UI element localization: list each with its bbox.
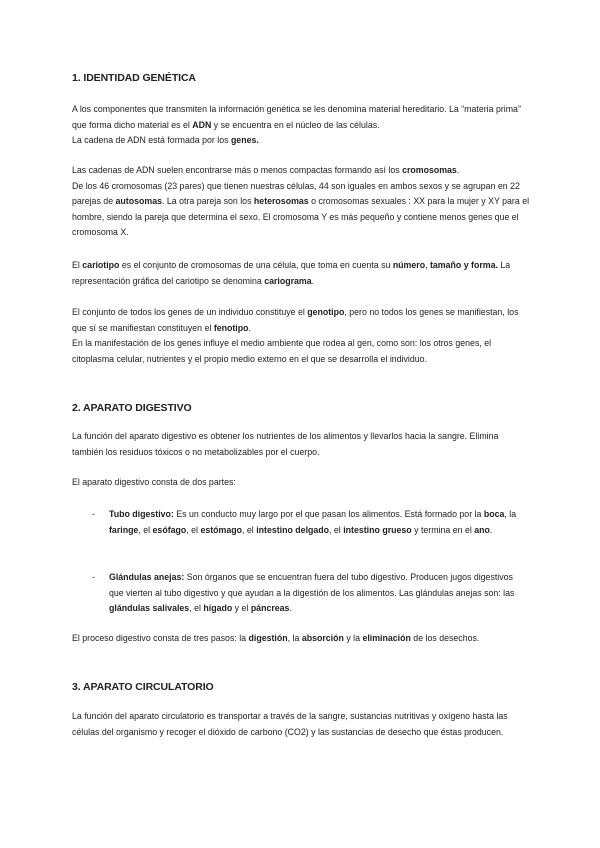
bold-term: intestino grueso xyxy=(343,524,412,535)
bold-term: fenotipo xyxy=(213,322,249,333)
paragraph: El aparato digestivo consta de dos partes: xyxy=(72,477,236,487)
bold-term: estómago xyxy=(200,524,243,535)
bold-term: Glándulas anejas: xyxy=(109,572,185,582)
list-item xyxy=(92,507,530,538)
bold-term: número xyxy=(392,260,426,270)
paragraph: Las cadenas de ADN suelen encontrarse más o menos compactas formando así los cromosomas. De los 46 cromosomas (23 pares) que tienen nuestras células, 44 son iguales en ambos sexos y se agrupan en 22 parejas de autosomas. La otra pareja son los heterosomas o cromosomas sexuales : XX para la mujer y XY para el hombre, siendo la pareja que determina el sexo. El cromosoma Y es más pequeño y contiene menos genes que el cromosoma X. xyxy=(72,165,530,238)
bold-term: cariograma xyxy=(264,275,312,286)
bold-term: heterosomas xyxy=(253,196,309,207)
list-dash: - xyxy=(92,509,95,519)
bold-term: genes. xyxy=(230,135,259,146)
bold-term: absorción xyxy=(301,633,344,643)
bold-term: páncreas xyxy=(250,603,290,614)
bold-term: autosomas xyxy=(115,196,162,207)
bold-term: intestino delgado xyxy=(256,524,330,535)
list-item-text: Tubo digestivo: Es un conducto muy largo por el que pasan los alimentos. Está formado por la boca, la faringe, el esófago, el estómago, el intestino delgado, el intestino grueso y termina en el ano. xyxy=(109,509,517,535)
bold-term: ano xyxy=(474,524,490,535)
bold-term: esófago xyxy=(152,524,187,535)
bold-term: eliminación xyxy=(362,633,411,643)
bold-term: cariotipo xyxy=(82,260,120,270)
paragraph: El conjunto de todos los genes de un individuo constituye el genotipo, pero no todos los genes se manifiestan, los que sí se manifiestan constituyen el fenotipo. En la manifestación de los genes influye el medio ambiente que rodea al gen, como son: los otros genes, el citoplasma celular, nutrientes y el propio medio externo en el que se desarrolla el individuo. xyxy=(72,307,519,364)
paragraph: La función del aparato digestivo es obtener los nutrientes de los alimentos y llevarlos hacia la sangre. Elimina también los residuos tóxicos o no metabolizables por el cuerpo. xyxy=(72,431,499,457)
bold-term: hígado xyxy=(203,603,233,614)
section-title-aparato-digestivo: 2. APARATO DIGESTIVO xyxy=(72,402,192,414)
section-title-aparato-circulatorio: 3. APARATO CIRCULATORIO xyxy=(72,681,214,693)
bold-term: cromosomas xyxy=(402,165,457,175)
section-title-identidad-genetica: 1. IDENTIDAD GENÉTICA xyxy=(72,72,196,84)
bold-term: glándulas salivales xyxy=(109,603,190,614)
paragraph: El proceso digestivo consta de tres pasos: la digestión, la absorción y la eliminación de los desechos. xyxy=(72,633,480,643)
bold-term: digestión xyxy=(248,633,288,643)
list-item-text: Glándulas anejas: Son órganos que se encuentran fuera del tubo digestivo. Producen jugos digestivos que vierten al tubo digestivo y que ayudan a la digestión de los alimentos. Las glándulas anejas son: las glándulas salivales, el hígado y el páncreas. xyxy=(109,572,515,614)
paragraph: A los componentes que transmiten la información genética se les denomina material hereditario. La “materia prima” que forma dicho material es el ADN y se encuentra en el núcleo de las células. La cadena de ADN está formada por los genes. xyxy=(72,104,521,146)
bold-term: tamaño y forma. xyxy=(429,260,498,270)
list-item xyxy=(92,570,530,617)
bold-term: Tubo digestivo: xyxy=(109,509,174,519)
bold-term: faringe xyxy=(109,524,139,535)
list-dash: - xyxy=(92,572,95,582)
paragraph: El cariotipo es el conjunto de cromosomas de una célula, que toma en cuenta su número, tamaño y forma. La representación gráfica del cariotipo se denomina cariograma. xyxy=(72,260,511,286)
bold-term: boca xyxy=(483,509,505,519)
paragraph: La función del aparato circulatorio es transportar a través de la sangre, sustancias nutritivas y oxígeno hasta las células del organismo y recoger el dióxido de carbono (CO2) y las sustancias de desecho que éstas producen. xyxy=(72,711,508,737)
bold-term: ADN xyxy=(192,119,212,130)
bold-term: genotipo xyxy=(307,307,345,317)
